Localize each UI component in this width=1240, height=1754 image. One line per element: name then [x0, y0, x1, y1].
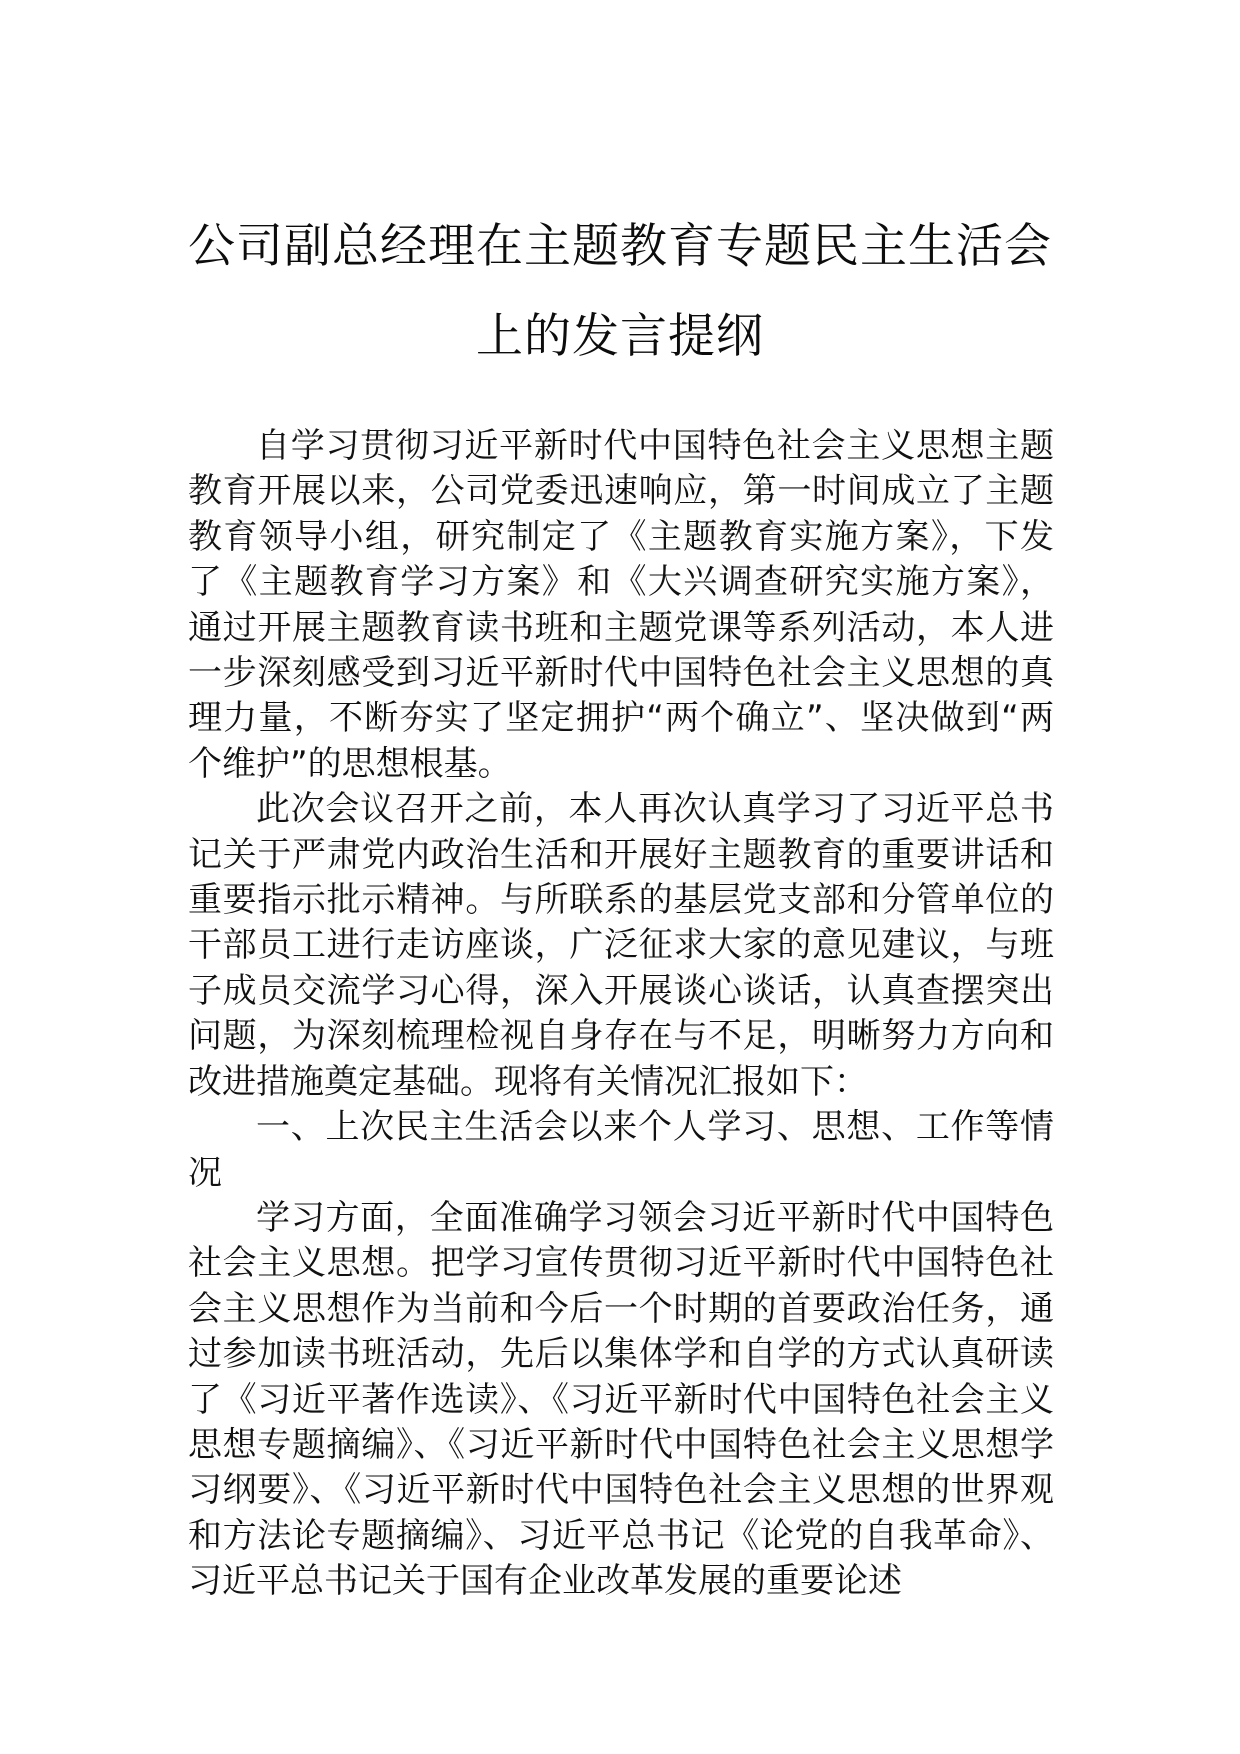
document-title-line-2: 上的发言提纲 — [476, 309, 764, 364]
paragraph-intro: 自学习贯彻习近平新时代中国特色社会主义思想主题教育开展以来，公司党委迅速响应，第一时间成立了主题教育领导小组，研究制定了《主题教育实施方案》，下发了《主题教育学习方案》和《大兴调查研究实施方案》，通过开展主题教育读书班和主题党课等系列活动，本人进一步深刻感受到习近平新时代中国特色社会主义思想的真理力量，不断夯实了坚定拥护“两个确立”、坚决做到“两个维护”的思想根基。 — [188, 426, 1054, 784]
document-body — [188, 424, 1054, 1605]
document-title-line-1: 公司副总经理在主题教育专题民主生活会 — [188, 219, 1052, 274]
paragraph-preparation: 此次会议召开之前，本人再次认真学习了习近平总书记关于严肃党内政治生活和开展好主题教育的重要讲话和重要指示批示精神。与所联系的基层党支部和分管单位的干部员工进行走访座谈，广泛征求大家的意见建议，与班子成员交流学习心得，深入开展谈心谈话，认真查摆突出问题，为深刻梳理检视自身存在与不足，明晰努力方向和改进措施奠定基础。现将有关情况汇报如下： — [188, 789, 1054, 1102]
paragraph-study: 学习方面，全面准确学习领会习近平新时代中国特色社会主义思想。把学习宣传贯彻习近平新时代中国特色社会主义思想作为当前和今后一个时期的首要政治任务，通过参加读书班活动，先后以集体学和自学的方式认真研读了《习近平著作选读》、《习近平新时代中国特色社会主义思想专题摘编》、《习近平新时代中国特色社会主义思想学习纲要》、《习近平新时代中国特色社会主义思想的世界观和方法论专题摘编》、习近平总书记《论党的自我革命》、习近平总书记关于国有企业改革发展的重要论述 — [188, 1197, 1054, 1602]
section-heading-1: 一、上次民主生活会以来个人学习、思想、工作等情况 — [188, 1107, 1054, 1193]
